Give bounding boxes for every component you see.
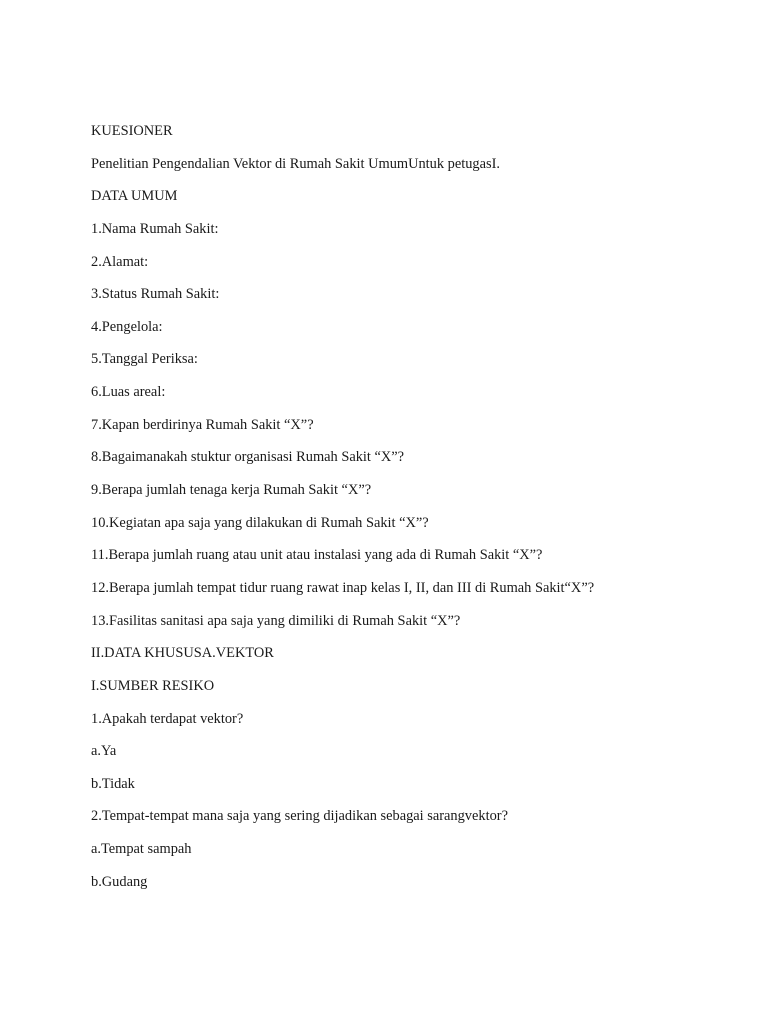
answer-option: a.Tempat sampah — [91, 841, 192, 858]
question-line: 5.Tanggal Periksa: — [91, 351, 198, 368]
question-line: 12.Berapa jumlah tempat tidur ruang rawat inap kelas I, II, dan III di Rumah Sakit“X”? — [91, 579, 595, 596]
question-line: 3.Status Rumah Sakit: — [91, 286, 220, 303]
section-heading-sumber-resiko: I.SUMBER RESIKO — [91, 677, 215, 694]
question-line: 11.Berapa jumlah ruang atau unit atau instalasi yang ada di Rumah Sakit “X”? — [91, 547, 543, 564]
section-heading-data-khusus: II.DATA KHUSUSA.VEKTOR — [91, 645, 274, 662]
question-line: 2.Alamat: — [91, 253, 149, 270]
question-line: 6.Luas areal: — [91, 384, 166, 401]
question-line: 10.Kegiatan apa saja yang dilakukan di Rumah Sakit “X”? — [91, 514, 429, 531]
question-line: 2.Tempat-tempat mana saja yang sering dijadikan sebagai sarangvektor? — [91, 808, 508, 825]
answer-option: a.Ya — [91, 743, 117, 760]
question-line: 4.Pengelola: — [91, 318, 163, 335]
question-line: 7.Kapan berdirinya Rumah Sakit “X”? — [91, 416, 314, 433]
question-line: 13.Fasilitas sanitasi apa saja yang dimiliki di Rumah Sakit “X”? — [91, 612, 461, 629]
answer-option: b.Gudang — [91, 873, 148, 890]
answer-option: b.Tidak — [91, 775, 135, 792]
question-line: 8.Bagaimanakah stuktur organisasi Rumah Sakit “X”? — [91, 449, 405, 466]
document-subtitle: Penelitian Pengendalian Vektor di Rumah Sakit UmumUntuk petugasI. — [91, 155, 501, 172]
section-heading-data-umum: DATA UMUM — [91, 188, 178, 205]
question-line: 1.Apakah terdapat vektor? — [91, 710, 244, 727]
document-title: KUESIONER — [91, 123, 173, 139]
question-line: 1.Nama Rumah Sakit: — [91, 220, 219, 237]
questionnaire-text — [91, 121, 731, 904]
question-line: 9.Berapa jumlah tenaga kerja Rumah Sakit “X”? — [91, 482, 372, 499]
